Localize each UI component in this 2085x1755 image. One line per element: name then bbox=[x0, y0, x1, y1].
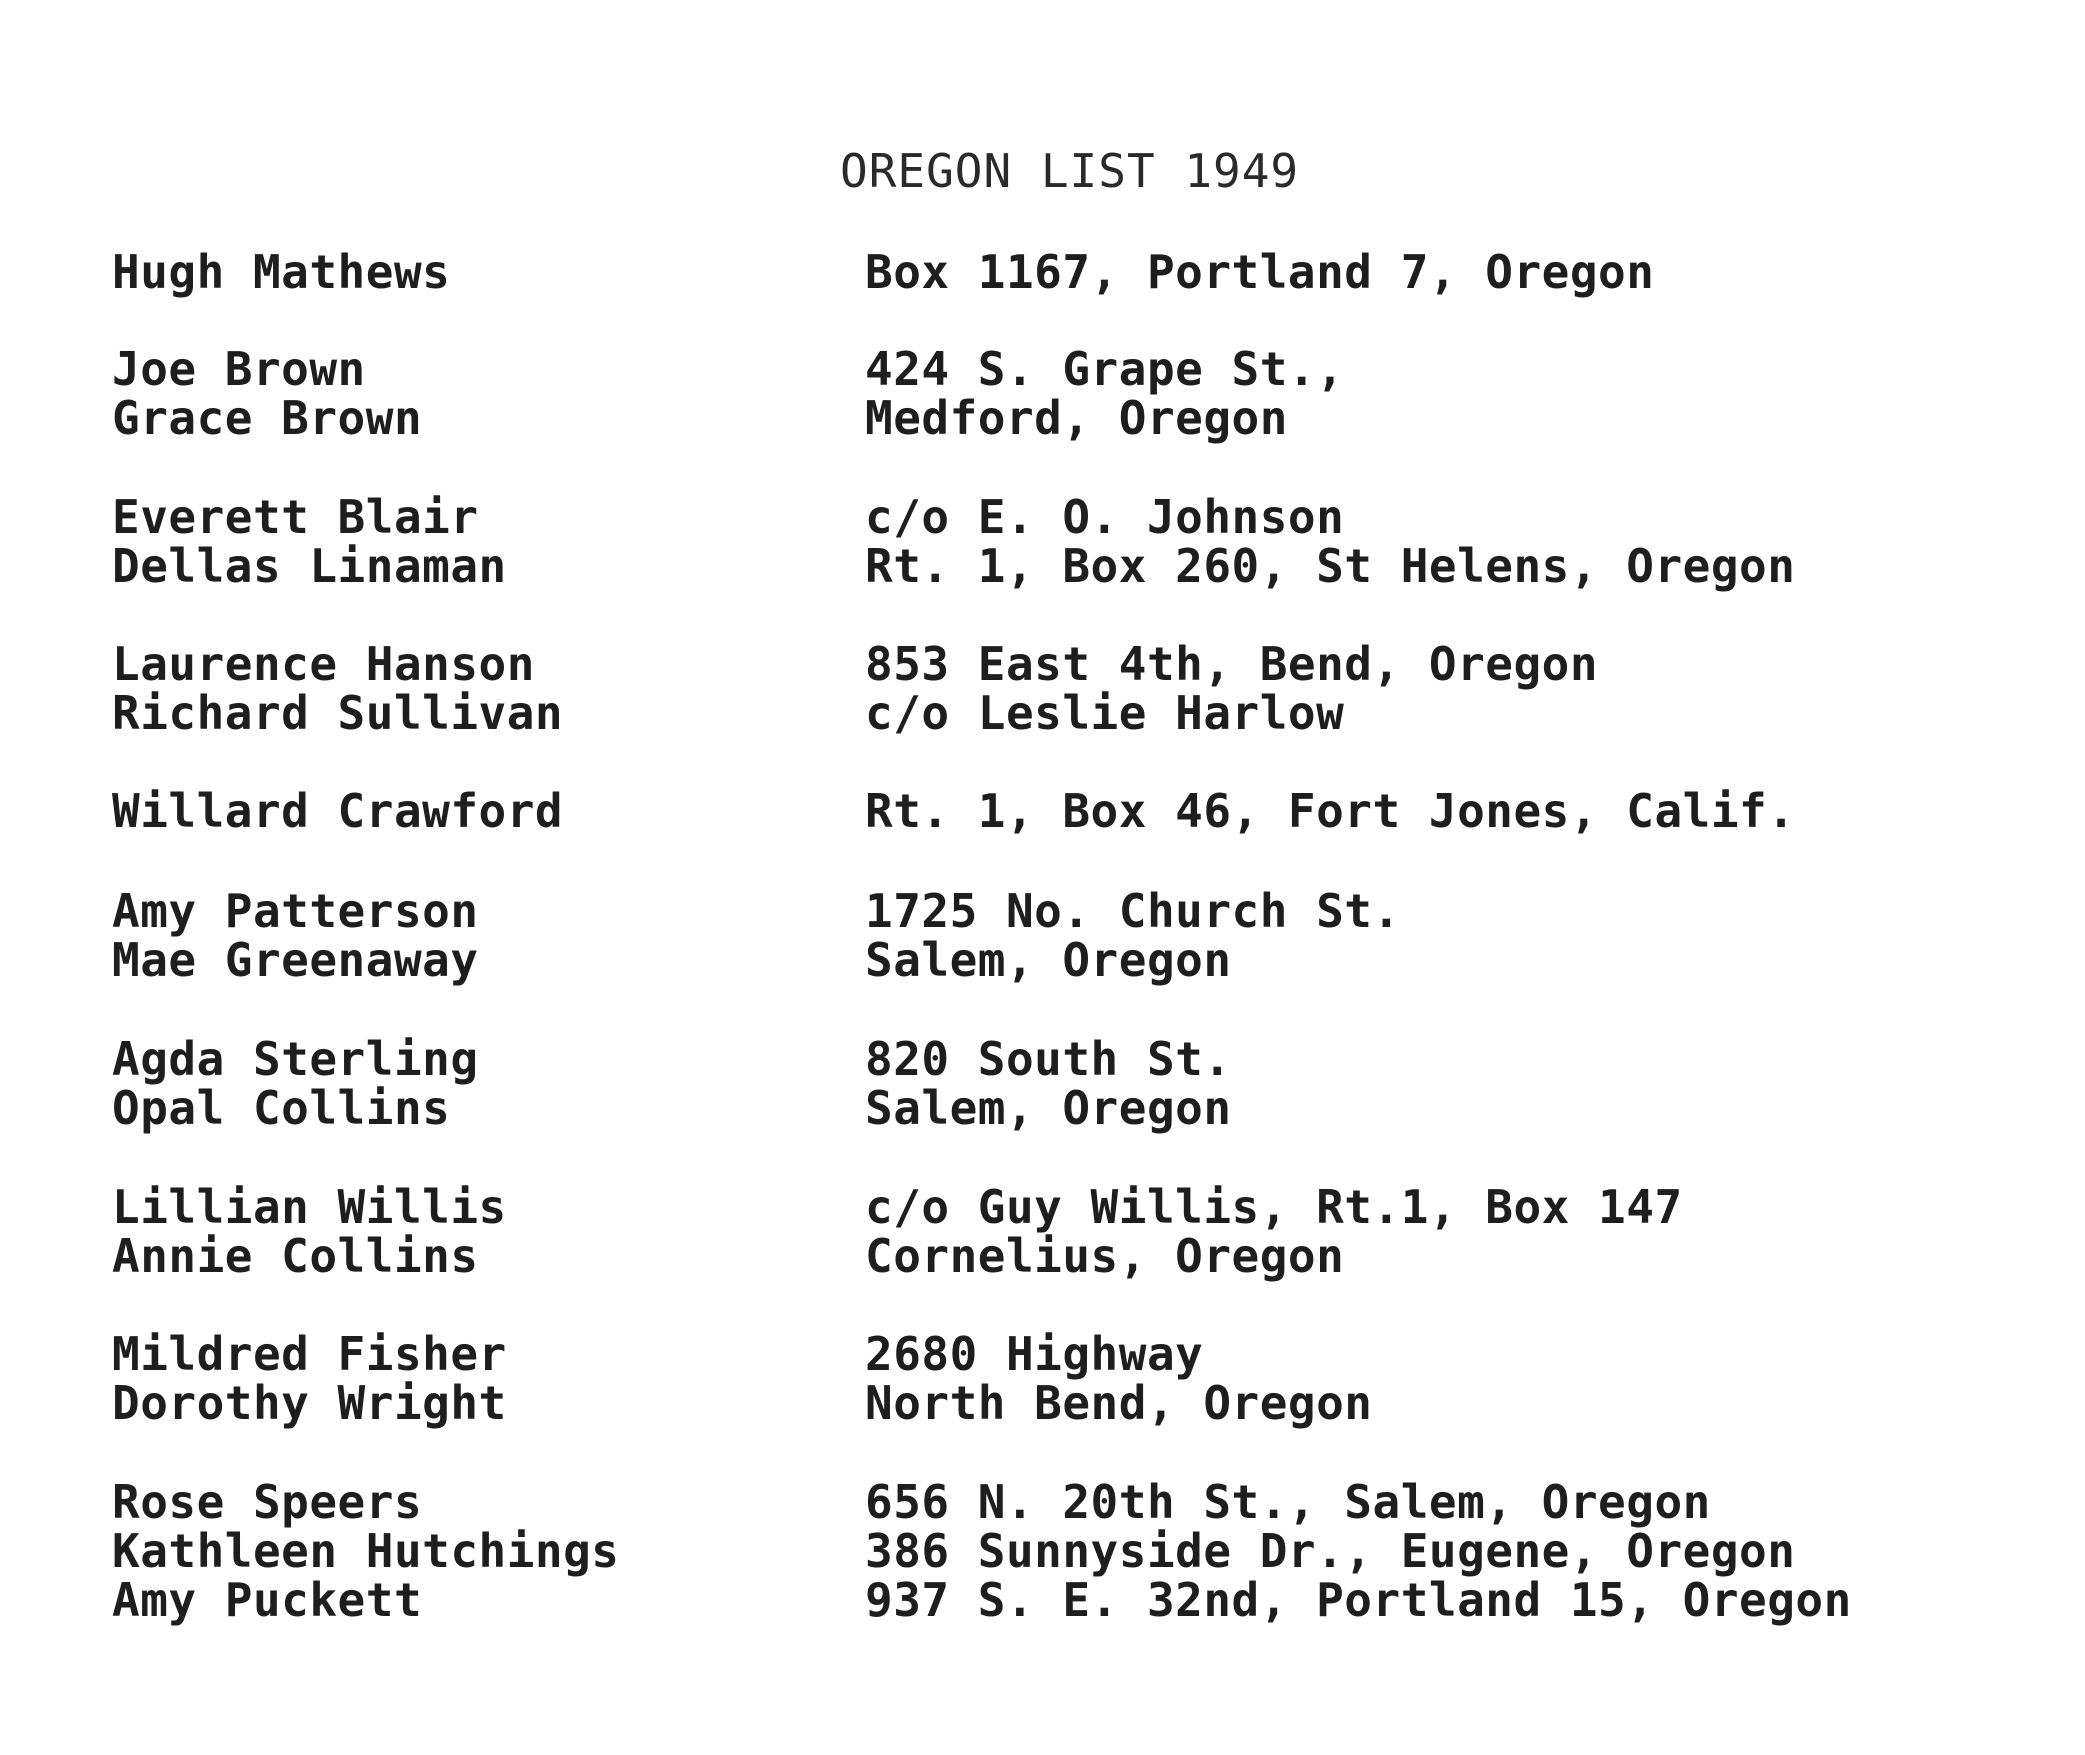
address-column bbox=[865, 1032, 1232, 1135]
address-column bbox=[865, 245, 1655, 299]
address-line: 2680 Highway bbox=[865, 1327, 1204, 1381]
names-column bbox=[112, 1032, 479, 1135]
address-line: 386 Sunnyside Dr., Eugene, Oregon bbox=[865, 1524, 1796, 1578]
address-line: 937 S. E. 32nd, Portland 15, Oregon bbox=[865, 1573, 1852, 1627]
address-line: Rt. 1, Box 260, St Helens, Oregon bbox=[865, 539, 1796, 593]
person-name: Dellas Linaman bbox=[112, 539, 507, 593]
address-column bbox=[865, 1327, 1373, 1430]
address-line: Medford, Oregon bbox=[865, 391, 1288, 445]
address-line: c/o Guy Willis, Rt.1, Box 147 bbox=[865, 1180, 1683, 1234]
person-name: Amy Patterson bbox=[112, 884, 479, 938]
names-column bbox=[112, 884, 479, 987]
address-line: 656 N. 20th St., Salem, Oregon bbox=[865, 1475, 1711, 1529]
person-name: Laurence Hanson bbox=[112, 637, 535, 691]
person-name: Mildred Fisher bbox=[112, 1327, 507, 1381]
address-line: 1725 No. Church St. bbox=[865, 884, 1401, 938]
person-name: Mae Greenaway bbox=[112, 933, 479, 987]
names-column bbox=[112, 342, 423, 445]
person-name: Richard Sullivan bbox=[112, 686, 564, 740]
address-line: Salem, Oregon bbox=[865, 933, 1232, 987]
address-line: North Bend, Oregon bbox=[865, 1376, 1373, 1430]
address-line: Salem, Oregon bbox=[865, 1081, 1232, 1135]
address-column bbox=[865, 884, 1401, 987]
address-line: 424 S. Grape St., bbox=[865, 342, 1345, 396]
names-column bbox=[112, 1327, 507, 1430]
address-line: c/o Leslie Harlow bbox=[865, 686, 1345, 740]
person-name: Everett Blair bbox=[112, 490, 479, 544]
person-name: Opal Collins bbox=[112, 1081, 451, 1135]
page-title: OREGON LIST 1949 bbox=[840, 144, 1300, 198]
address-column bbox=[865, 1475, 1852, 1627]
names-column bbox=[112, 490, 507, 593]
address-line: 820 South St. bbox=[865, 1032, 1232, 1086]
address-column bbox=[865, 342, 1345, 445]
names-column bbox=[112, 637, 564, 740]
address-line: Cornelius, Oregon bbox=[865, 1229, 1345, 1283]
person-name: Willard Crawford bbox=[112, 784, 564, 838]
names-column bbox=[112, 1475, 620, 1627]
names-column bbox=[112, 784, 564, 838]
address-line: 853 East 4th, Bend, Oregon bbox=[865, 637, 1599, 691]
person-name: Annie Collins bbox=[112, 1229, 479, 1283]
person-name: Grace Brown bbox=[112, 391, 423, 445]
names-column bbox=[112, 245, 451, 299]
names-column bbox=[112, 1180, 507, 1283]
address-column bbox=[865, 490, 1796, 593]
person-name: Hugh Mathews bbox=[112, 245, 451, 299]
address-column bbox=[865, 1180, 1683, 1283]
address-column bbox=[865, 784, 1796, 838]
person-name: Lillian Willis bbox=[112, 1180, 507, 1234]
address-line: Box 1167, Portland 7, Oregon bbox=[865, 245, 1655, 299]
address-line: Rt. 1, Box 46, Fort Jones, Calif. bbox=[865, 784, 1796, 838]
address-line: c/o E. O. Johnson bbox=[865, 490, 1345, 544]
address-column bbox=[865, 637, 1599, 740]
person-name: Kathleen Hutchings bbox=[112, 1524, 620, 1578]
person-name: Agda Sterling bbox=[112, 1032, 479, 1086]
person-name: Rose Speers bbox=[112, 1475, 423, 1529]
person-name: Amy Puckett bbox=[112, 1573, 423, 1627]
person-name: Joe Brown bbox=[112, 342, 366, 396]
person-name: Dorothy Wright bbox=[112, 1376, 507, 1430]
